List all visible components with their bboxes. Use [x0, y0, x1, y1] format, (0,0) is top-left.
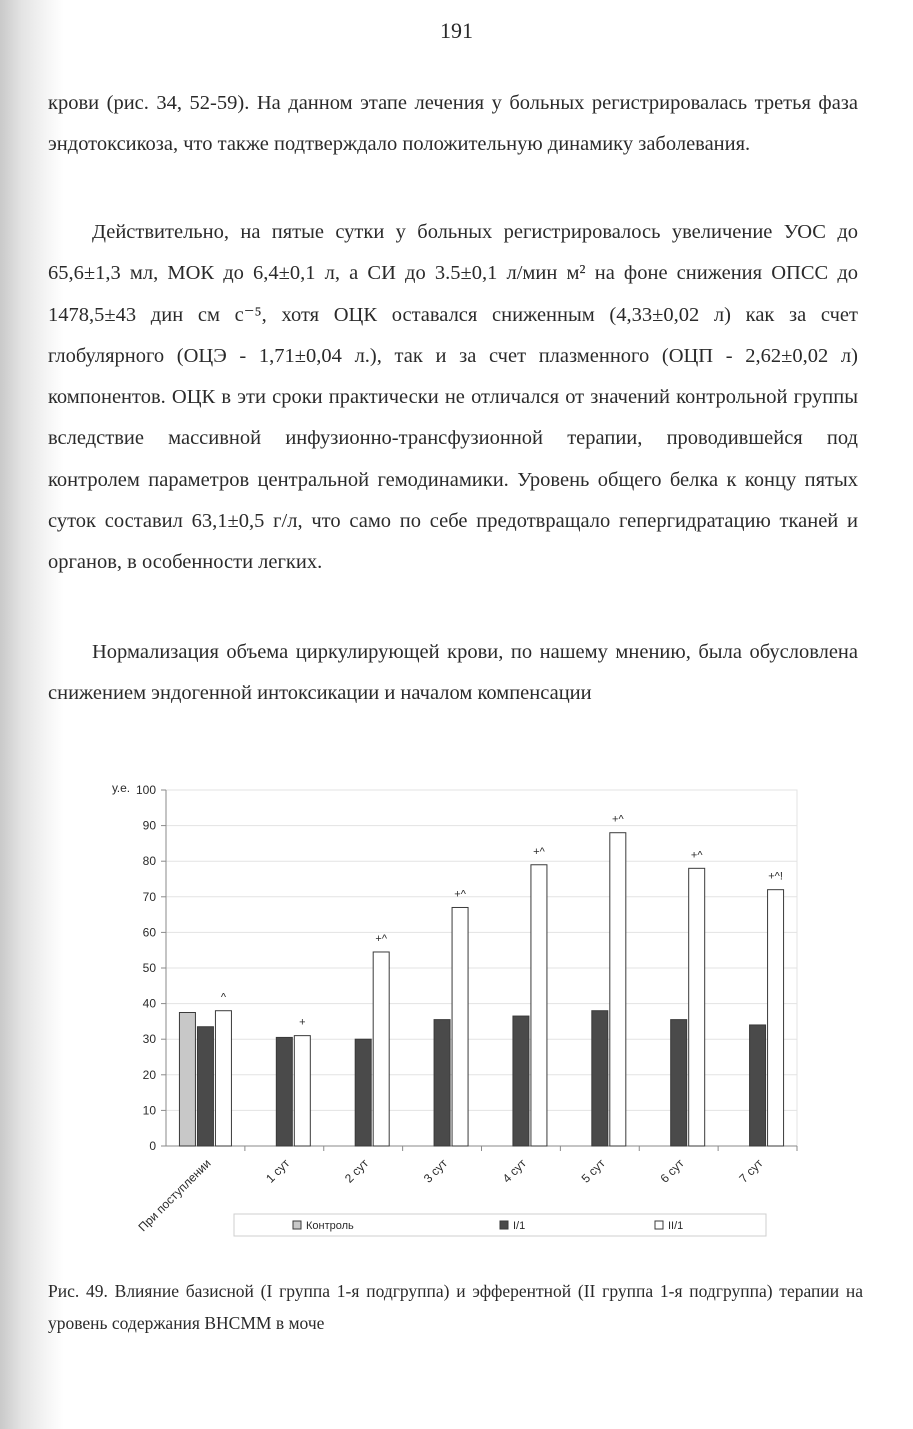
bar-group-i-1	[750, 1025, 766, 1146]
significance-mark: +	[299, 1016, 306, 1029]
legend-swatch	[293, 1221, 301, 1229]
significance-mark: +^	[612, 813, 624, 826]
paragraph-3: Нормализация объема циркулирующей крови, по нашему мнению, была обусловлена снижением эндогенной интоксикации и началом компенсации	[48, 641, 858, 705]
bar-group-i-1	[197, 1027, 213, 1146]
paragraph-1: крови (рис. 34, 52-59). На данном этапе лечения у больных регистрировалась третья фаза эндотоксикоза, что также подтверждало положительную динамику заболевания.	[48, 92, 858, 156]
bar-group-ii-1	[768, 890, 784, 1146]
y-tick-label: 20	[142, 1067, 156, 1082]
legend-swatch	[655, 1221, 663, 1229]
bar-group-i-1	[513, 1016, 529, 1146]
y-tick-label: 60	[142, 925, 156, 940]
bar-group-i-1	[671, 1020, 687, 1146]
y-axis-label: у.е.	[112, 781, 131, 795]
legend-swatch	[500, 1221, 508, 1229]
y-tick-label: 70	[142, 889, 156, 904]
significance-mark: +^	[690, 849, 703, 862]
bar-group-ii-1	[531, 865, 547, 1146]
x-tick-label: 6 сут	[657, 1156, 687, 1186]
significance-mark: +^!	[768, 870, 783, 883]
significance-mark: ^	[220, 991, 227, 1004]
x-tick-label: 3 сут	[420, 1156, 451, 1186]
bar-group-ii-1	[689, 868, 705, 1146]
bar-control	[179, 1013, 195, 1147]
y-tick-label: 10	[142, 1103, 156, 1118]
bar-group-ii-1	[373, 952, 389, 1146]
bar-chart	[0, 760, 913, 1270]
x-tick-label: 7 сут	[736, 1156, 766, 1186]
figure-caption: Рис. 49. Влияние базисной (I группа 1-я подгруппа) и эфферентной (II группа 1-я подгруппа) терапии на уровень содержания ВНСММ в моче	[48, 1281, 863, 1333]
y-tick-label: 90	[142, 818, 156, 833]
bar-group-ii-1	[294, 1036, 310, 1146]
bar-group-i-1	[592, 1011, 608, 1146]
x-tick-label: 2 сут	[341, 1156, 372, 1186]
y-tick-label: 100	[135, 783, 156, 797]
y-tick-label: 30	[142, 1032, 156, 1047]
x-tick-label: 1 сут	[263, 1156, 293, 1186]
bar-group-ii-1	[452, 907, 468, 1146]
x-tick-label: 4 сут	[499, 1156, 530, 1186]
bar-group-ii-1	[215, 1011, 231, 1146]
x-tick-label: 5 сут	[578, 1156, 608, 1186]
legend-label: I/1	[513, 1220, 526, 1232]
bar-group-i-1	[355, 1039, 371, 1146]
page-number: 191	[440, 18, 473, 43]
legend-label: II/1	[668, 1220, 684, 1232]
y-tick-label: 40	[142, 996, 156, 1011]
y-tick-label: 80	[142, 854, 156, 869]
significance-mark: +^	[454, 888, 466, 901]
legend-label: Контроль	[306, 1220, 354, 1232]
significance-mark: +^	[533, 845, 545, 858]
bar-group-ii-1	[610, 833, 626, 1146]
y-tick-label: 0	[149, 1139, 156, 1153]
bar-group-i-1	[434, 1020, 450, 1146]
x-tick-label: При поступлении	[135, 1156, 214, 1235]
bar-group-i-1	[276, 1037, 292, 1146]
significance-mark: +^	[375, 932, 387, 945]
y-tick-label: 50	[142, 961, 156, 975]
paragraph-2: Действительно, на пятые сутки у больных регистрировалось увеличение УОС до 65,6±1,3 мл, МОК до 6,4±0,1 л, а СИ до 3.5±0,1 л/мин м² на фоне снижения ОПСС до 1478,5±43 дин см с⁻⁵, хотя ОЦК оставался сниженным (4,33±0,02 л) как за счет глобулярного (ОЦЭ - 1,71±0,04 л.), так и за счет плазменного (ОЦП - 2,62±0,02 л) компонентов. ОЦК в эти сроки практически не отличался от значений контрольной группы вследствие массивной инфузионно-трансфузионной терапии, проводившейся под контролем параметров центральной гемодинамики. Уровень общего белка к концу пятых суток составил 63,1±0,5 г/л, что само по себе предотвращало гепергидратацию тканей и органов, в особенности легких.	[48, 221, 858, 574]
